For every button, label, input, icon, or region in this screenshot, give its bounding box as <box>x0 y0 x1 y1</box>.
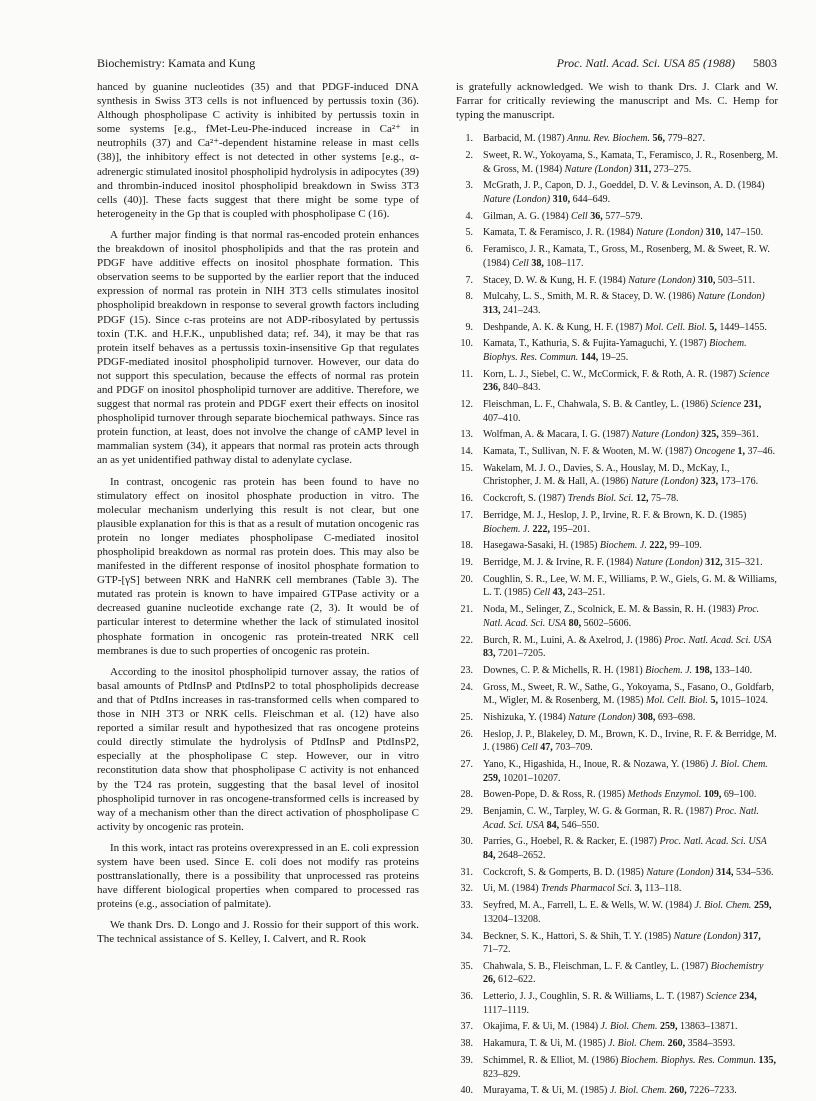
reference-item <box>456 226 778 240</box>
reference-pages: 407–410. <box>483 412 521 424</box>
reference-pages: 195–201. <box>552 523 590 535</box>
reference-pages: 2648–2652. <box>498 849 546 861</box>
reference-number: 18. <box>460 540 473 552</box>
reference-pages: 19–25. <box>600 351 629 363</box>
right-column <box>456 80 778 1101</box>
reference-journal: Science <box>738 368 770 380</box>
reference-journal: Biochem. Biophys. Res. Commun. <box>620 1055 757 1067</box>
reference-number: 6. <box>465 244 473 256</box>
reference-journal: Proc. Natl. Acad. Sci. USA <box>483 806 759 831</box>
reference-volume: 36, <box>590 210 603 222</box>
reference-authors: Wolfman, A. & Macara, I. G. (1987) <box>483 429 630 441</box>
reference-volume: 43, <box>552 587 566 599</box>
reference-volume: 308, <box>637 711 656 723</box>
reference-item <box>456 634 778 661</box>
reference-number: 8. <box>465 291 473 303</box>
reference-item <box>456 899 778 926</box>
reference-volume: 311, <box>634 163 652 175</box>
reference-pages: 273–275. <box>653 163 692 175</box>
reference-volume: 323, <box>700 476 719 488</box>
reference-item <box>456 1037 778 1051</box>
reference-pages: 612–622. <box>498 974 536 986</box>
reference-volume: 1, <box>737 446 745 458</box>
reference-volume: 222, <box>532 523 550 535</box>
reference-pages: 108–117. <box>546 257 584 269</box>
reference-number: 38. <box>460 1038 473 1050</box>
reference-authors: Kamata, T., Sullivan, N. F. & Wooten, M. W. (1987) <box>483 446 692 458</box>
reference-volume: 3, <box>634 883 643 895</box>
reference-number: 21. <box>460 604 473 616</box>
reference-item <box>456 210 778 224</box>
reference-volume: 5, <box>709 321 717 333</box>
reference-number: 23. <box>460 664 473 676</box>
reference-pages: 693–698. <box>657 711 696 723</box>
reference-number: 35. <box>460 960 473 972</box>
reference-pages: 173–176. <box>720 476 759 488</box>
journal-info <box>557 56 777 71</box>
reference-pages: 1117–1119. <box>483 1004 530 1016</box>
reference-authors: Seyfred, M. A., Farrell, L. E. & Wells, W. W. (1984) <box>483 900 692 912</box>
reference-authors: Murayama, T. & Ui, M. (1985) <box>483 1085 608 1097</box>
reference-journal: Proc. Natl. Acad. Sci. USA <box>664 634 772 646</box>
reference-authors: Kamata, T. & Feramisco, J. R. (1984) <box>483 227 634 239</box>
reference-volume: 310, <box>705 227 724 239</box>
reference-number: 20. <box>460 573 473 585</box>
reference-authors: Downes, C. P. & Michells, R. H. (1981) <box>483 664 643 676</box>
reference-item <box>456 758 778 785</box>
reference-journal: J. Biol. Chem. <box>694 900 752 912</box>
reference-volume: 47, <box>540 742 553 754</box>
reference-journal: Science <box>710 399 742 411</box>
reference-authors: Feramisco, J. R., Kamata, T., Gross, M., Rosenberg, M. & Sweet, R. W. (1984) <box>483 244 770 269</box>
reference-number: 26. <box>460 728 473 740</box>
reference-pages: 37–46. <box>747 446 775 458</box>
reference-volume: 198, <box>694 664 713 676</box>
reference-list <box>456 132 778 1098</box>
reference-journal: Nature (London) <box>564 163 632 175</box>
reference-volume: 83, <box>483 648 496 660</box>
reference-pages: 1449–1455. <box>719 321 767 333</box>
reference-item <box>456 539 778 553</box>
reference-number: 7. <box>465 274 473 286</box>
reference-authors: Gross, M., Sweet, R. W., Sathe, G., Yokoyama, S., Fasano, O., Goldfarb, M., Wigler, M. & Rosenberg, M. (1985) <box>483 681 774 707</box>
reference-authors: Letterio, J. J., Coughlin, S. R. & Williams, L. T. (1987) <box>483 991 704 1003</box>
reference-item <box>456 990 778 1017</box>
reference-item <box>456 243 778 270</box>
paragraph: A further major finding is that normal ras-encoded protein enhances the breakdown of inositol phospholipids and that the ras protein and PDGF have additive effects on inositol phosphate formation. This observation seems to be supported by the earlier report that the induced expression of normal ras protein in NIH 3T3 cells stimulates inositol phospholipid breakdown in response to several growth factors including PDGF (15). Since c-ras proteins are not ADP-ribosylated by pertussis toxin (T.K. and H.F.K., unpublished data; ref. 34), it may be that ras protein itself behaves as a pertussis toxin-insensitive Gp that regulates PDGF-mediated inositol phospholipid turnover. However, our data do not support this speculation, because the effects of normal ras protein and PDGF on inositol phospholipid turnover are additive. Therefore, we suggest that normal ras protein and PDGF exert their effects on inositol phospholipid turnover through separate biochemical pathways. Since ras protein function, at least, does not involve the change of cAMP level in mammalian system (34), it appears that normal ras protein acts through an as yet unidentified pathway distal to adenylate cyclase. <box>97 228 419 467</box>
reference-journal: J. Biol. Chem. <box>710 759 768 770</box>
reference-volume: 259, <box>659 1021 678 1033</box>
reference-volume: 144, <box>580 351 599 363</box>
reference-volume: 12, <box>635 493 649 505</box>
reference-number: 37. <box>460 1021 473 1033</box>
reference-pages: 13204–13208. <box>483 913 541 925</box>
reference-journal: Cell <box>533 587 551 599</box>
left-column <box>97 80 419 947</box>
reference-pages: 1015–1024. <box>720 695 768 707</box>
reference-authors: Berridge, M. J., Heslop, J. P., Irvine, R. F. & Brown, K. D. (1985) <box>483 510 747 522</box>
journal-citation: Proc. Natl. Acad. Sci. USA 85 (1988) <box>556 56 735 70</box>
reference-pages: 703–709. <box>555 742 593 754</box>
reference-pages: 823–829. <box>483 1068 521 1080</box>
reference-item <box>456 462 778 489</box>
paragraph: In contrast, oncogenic ras protein has been found to have no stimulatory effect on inositol phosphate production in vitro. The molecular mechanism underlying this result is not clear, but one plausible explanation for this is that as a result of mutation oncogenic ras protein no longer mediates phospholipase C-mediated inositol phospholipid breakdown as normal ras protein does. This may also be manifested in the different response of inositol phosphate formation to GTP-[γS] between NRK and HaNRK cell membranes (Table 3). The mutated ras protein is known to have impaired GTPase activity or a decreased guanine nucleotide exchange rate (2, 3). It would be of particular interest to determine whether the lack of stimulated inositol phosphate formation in oncogenic ras protein-treated NRK cell membranes is due to such properties of oncogenic ras protein. <box>97 475 419 657</box>
reference-journal: Nature (London) <box>635 557 703 569</box>
reference-number: 30. <box>460 836 473 848</box>
reference-number: 3. <box>465 180 473 192</box>
reference-item <box>456 509 778 536</box>
reference-item <box>456 603 778 630</box>
reference-journal: Proc. Natl. Acad. Sci. USA <box>483 604 760 629</box>
reference-pages: 113–118. <box>644 883 682 895</box>
reference-journal: Mol. Cell. Biol. <box>645 695 708 707</box>
reference-journal: Biochem. J. <box>599 540 647 552</box>
reference-journal: Biochem. J. <box>483 523 530 535</box>
reference-item <box>456 805 778 832</box>
reference-volume: 5, <box>710 695 718 707</box>
page-number: 5803 <box>753 56 777 70</box>
reference-item <box>456 290 778 317</box>
reference-volume: 231, <box>743 399 762 411</box>
reference-volume: 109, <box>703 789 722 801</box>
reference-pages: 359–361. <box>721 429 759 441</box>
reference-pages: 71–72. <box>483 944 511 956</box>
reference-volume: 259, <box>753 900 772 912</box>
reference-pages: 147–150. <box>725 227 764 239</box>
reference-number: 16. <box>460 493 473 505</box>
reference-journal: Biochem. J. <box>645 664 693 676</box>
reference-authors: Okajima, F. & Ui, M. (1984) <box>483 1021 599 1033</box>
reference-authors: Chahwala, S. B., Fleischman, L. F. & Cantley, L. (1987) <box>483 960 709 972</box>
reference-number: 12. <box>460 399 473 411</box>
paragraph: In this work, intact ras proteins overexpressed in an E. coli expression system have been used. Since E. coli does not modify ras proteins posttranslationally, there is a possibility that unprocessed ras proteins have different biological properties when compared to processed ras proteins (e.g., association of palmitate). <box>97 841 419 911</box>
reference-volume: 260, <box>667 1038 686 1050</box>
reference-pages: 5602–5606. <box>583 617 632 629</box>
reference-number: 27. <box>460 759 473 770</box>
reference-authors: Burch, R. M., Luini, A. & Axelrod, J. (1986) <box>483 634 662 646</box>
reference-number: 13. <box>460 429 473 441</box>
reference-pages: 503–511. <box>717 274 755 286</box>
reference-item <box>456 428 778 442</box>
reference-journal: Oncogene <box>694 446 735 458</box>
reference-number: 19. <box>460 557 473 569</box>
reference-volume: 259, <box>483 772 501 784</box>
reference-item <box>456 132 778 146</box>
paragraph: hanced by guanine nucleotides (35) and that PDGF-induced DNA synthesis in Swiss 3T3 cells is not influenced by pertussis toxin (36). Although phospholipase C activity is inhibited by pertussis toxin in some systems [e.g., fMet-Leu-Phe-induced increase in Ca²⁺ in neutrophils (37) and Ca²⁺-dependent histamine release in mast cells (38)], the inhibitory effect is not detected in other systems [e.g., α-adrenergic stimulated inositol phospholipid hydrolysis in adipocytes (39) and thrombin-induced inositol phospholipid breakdown in Swiss 3T3 cells (40)]. These facts suggest that there might be some type of heterogeneity in the Gp that is coupled with phospholipase C (16). <box>97 81 419 220</box>
reference-item <box>456 492 778 506</box>
reference-item <box>456 337 778 364</box>
reference-authors: Schimmel, R. & Elliot, M. (1986) <box>483 1055 619 1067</box>
reference-volume: 84, <box>546 819 560 831</box>
reference-journal: Nature (London) <box>628 274 696 286</box>
reference-item <box>456 149 778 176</box>
reference-authors: Barbacid, M. (1987) <box>483 133 565 145</box>
reference-number: 9. <box>465 321 473 333</box>
reference-journal: Nature (London) <box>630 476 699 488</box>
reference-number: 36. <box>460 991 473 1003</box>
reference-item <box>456 835 778 862</box>
reference-number: 17. <box>460 510 473 522</box>
reference-authors: Stacey, D. W. & Kung, H. F. (1984) <box>483 274 626 286</box>
reference-volume: 26, <box>483 974 496 986</box>
reference-journal: Nature (London) <box>631 429 699 441</box>
reference-authors: Kamata, T., Kathuria, S. & Fujita-Yamaguchi, Y. (1987) <box>483 338 707 350</box>
reference-journal: Annu. Rev. Biochem. <box>567 133 650 145</box>
reference-item <box>456 445 778 459</box>
reference-volume: 222, <box>649 540 667 552</box>
reference-authors: Noda, M., Selinger, Z., Scolnick, E. M. & Bassin, R. H. (1983) <box>483 604 736 616</box>
reference-item <box>456 1054 778 1081</box>
reference-authors: Benjamin, C. W., Tarpley, W. G. & Gorman, R. R. (1987) <box>483 806 713 818</box>
reference-journal: Mol. Cell. Biol. <box>644 321 707 333</box>
reference-volume: 236, <box>483 382 501 394</box>
reference-pages: 99–109. <box>669 540 702 552</box>
reference-item <box>456 573 778 600</box>
reference-journal: J. Biol. Chem. <box>609 1085 667 1097</box>
reference-volume: 80, <box>568 617 582 629</box>
reference-number: 28. <box>460 789 473 801</box>
reference-journal: J. Biol. Chem. <box>608 1038 666 1050</box>
reference-authors: Mulcahy, L. S., Smith, M. R. & Stacey, D. W. (1986) <box>483 291 696 303</box>
reference-pages: 3584–3593. <box>687 1038 736 1050</box>
reference-item <box>456 866 778 880</box>
reference-authors: Fleischman, L. F., Chahwala, S. B. & Cantley, L. (1986) <box>483 399 709 411</box>
reference-volume: 325, <box>701 429 719 441</box>
reference-pages: 13863–13871. <box>679 1021 738 1033</box>
page-header <box>97 56 777 74</box>
reference-journal: Nature (London) <box>646 866 714 878</box>
reference-journal: Trends Biol. Sci. <box>567 493 634 505</box>
reference-item <box>456 882 778 896</box>
reference-authors: Wakelam, M. J. O., Davies, S. A., Houslay, M. D., McKay, I., Christopher, J. M. & Hall, A. (1986) <box>483 462 730 488</box>
reference-authors: Nishizuka, Y. (1984) <box>483 711 566 723</box>
reference-volume: 234, <box>739 991 757 1003</box>
reference-volume: 317, <box>743 930 761 942</box>
reference-number: 15. <box>460 462 473 474</box>
reference-number: 34. <box>460 930 473 942</box>
reference-number: 1. <box>465 133 473 145</box>
reference-volume: 314, <box>715 866 734 878</box>
reference-authors: Berridge, M. J. & Irvine, R. F. (1984) <box>483 557 634 569</box>
reference-item <box>456 274 778 288</box>
reference-number: 2. <box>465 150 473 162</box>
reference-number: 32. <box>460 883 473 895</box>
reference-authors: Korn, L. J., Siebel, C. W., McCormick, F. & Roth, A. R. (1987) <box>483 368 737 380</box>
reference-volume: 312, <box>705 557 723 569</box>
reference-journal: Trends Pharmacol Sci. <box>541 883 633 895</box>
reference-volume: 84, <box>483 849 496 861</box>
reference-pages: 315–321. <box>725 557 763 569</box>
reference-item <box>456 321 778 335</box>
reference-item <box>456 681 778 708</box>
reference-pages: 75–78. <box>650 493 679 505</box>
reference-number: 4. <box>465 210 473 222</box>
reference-item <box>456 788 778 802</box>
reference-authors: Beckner, S. K., Hattori, S. & Shih, T. Y. (1985) <box>483 930 672 942</box>
reference-pages: 644–649. <box>572 193 611 205</box>
reference-journal: Cell <box>571 210 588 222</box>
reference-journal: Proc. Natl. Acad. Sci. USA <box>659 836 767 848</box>
reference-number: 10. <box>460 338 473 350</box>
acknowledgments-continued: is gratefully acknowledged. We wish to thank Drs. J. Clark and W. Farrar for critically reviewing the manuscript and Ms. C. Hemp for typing the manuscript. <box>456 81 778 122</box>
reference-authors: Heslop, J. P., Blakeley, D. M., Brown, K. D., Irvine, R. F. & Berridge, M. J. (1986) <box>483 728 777 754</box>
reference-item <box>456 930 778 957</box>
reference-journal: Science <box>706 991 737 1003</box>
reference-item <box>456 1084 778 1098</box>
reference-volume: 313, <box>483 304 501 316</box>
acknowledgments: We thank Drs. D. Longo and J. Rossio for their support of this work. The technical assistance of S. Kelley, I. Calvert, and R. Rook <box>97 919 419 946</box>
reference-item <box>456 556 778 570</box>
reference-pages: 7201–7205. <box>498 648 546 660</box>
reference-pages: 69–100. <box>723 789 757 801</box>
reference-journal: Biochemistry <box>710 960 764 972</box>
running-head: Biochemistry: Kamata and Kung <box>97 56 256 70</box>
reference-authors: Bowen-Pope, D. & Ross, R. (1985) <box>483 789 625 801</box>
reference-item <box>456 960 778 987</box>
reference-number: 40. <box>460 1085 473 1097</box>
reference-item <box>456 398 778 425</box>
reference-item <box>456 664 778 678</box>
reference-authors: Gilman, A. G. (1984) <box>483 210 569 222</box>
reference-number: 5. <box>465 227 473 239</box>
reference-item <box>456 711 778 725</box>
reference-pages: 241–243. <box>503 304 541 316</box>
reference-pages: 10201–10207. <box>503 772 561 784</box>
reference-journal: Nature (London) <box>673 930 741 942</box>
reference-authors: Hakamura, T. & Ui, M. (1985) <box>483 1038 606 1050</box>
reference-journal: Methods Enzymol. <box>627 789 702 801</box>
reference-authors: Yano, K., Higashida, H., Inoue, R. & Nozawa, Y. (1986) <box>483 759 709 770</box>
reference-number: 29. <box>460 806 473 818</box>
reference-journal: Cell <box>521 742 538 754</box>
reference-pages: 779–827. <box>667 133 705 145</box>
reference-authors: Cockcroft, S. & Gomperts, B. D. (1985) <box>483 866 644 878</box>
reference-volume: 310, <box>552 193 571 205</box>
reference-journal: Cell <box>512 257 529 269</box>
reference-volume: 38, <box>531 257 544 269</box>
reference-volume: 310, <box>697 274 716 286</box>
reference-authors: Cockcroft, S. (1987) <box>483 493 566 505</box>
reference-number: 31. <box>460 866 473 878</box>
reference-journal: Nature (London) <box>483 193 551 205</box>
reference-authors: Deshpande, A. K. & Kung, H. F. (1987) <box>483 321 643 333</box>
reference-pages: 577–579. <box>605 210 643 222</box>
reference-journal: Biochem. Biophys. Res. Commun. <box>483 338 747 363</box>
reference-number: 22. <box>460 634 473 646</box>
reference-volume: 135, <box>758 1055 777 1067</box>
reference-pages: 133–140. <box>714 664 753 676</box>
reference-number: 11. <box>460 368 473 380</box>
reference-item <box>456 179 778 206</box>
reference-item <box>456 728 778 755</box>
reference-number: 33. <box>460 900 473 912</box>
reference-authors: McGrath, J. P., Capon, D. J., Goeddel, D. V. & Levinson, A. D. (1984) <box>483 180 765 192</box>
reference-number: 39. <box>460 1055 473 1067</box>
reference-pages: 534–536. <box>735 866 774 878</box>
reference-item <box>456 1020 778 1034</box>
reference-item <box>456 368 778 395</box>
reference-volume: 260, <box>669 1085 687 1097</box>
paragraph: According to the inositol phospholipid turnover assay, the ratios of basal amounts of PtdInsP and PtdInsP2 to total phospholipids decrease and that of PtdIns increases in ras-transformed cells when compared to those in NIH 3T3 or NRK cells. Fleischman et al. (12) have also reported a similar result and hypothesized that ras oncogene proteins could directly stimulate the hydrolysis of PtdInsP and PtdInsP2, especially at the phospholipase C step. However, our in vitro reconstitution data show that phospholipase C activity is not enhanced by the T24 ras protein, suggesting that the basal level of inositol phospholipid turnover in ras oncogene-transformed cells is increased by way of a mechanism other than the direct activation of phospholipase C activity by oncogenic ras protein. <box>97 665 419 833</box>
reference-authors: Parries, G., Hoebel, R. & Racker, E. (1987) <box>483 836 657 848</box>
reference-authors: Hasegawa-Sasaki, H. (1985) <box>483 540 598 552</box>
reference-number: 25. <box>460 711 473 723</box>
reference-authors: Sweet, R. W., Yokoyama, S., Kamata, T., Feramisco, J. R., Rosenberg, M. & Gross, M. (1984) <box>483 150 778 175</box>
reference-pages: 243–251. <box>567 587 606 599</box>
reference-number: 24. <box>460 681 473 693</box>
reference-number: 14. <box>460 446 473 458</box>
reference-journal: Nature (London) <box>635 227 704 239</box>
reference-pages: 7226–7233. <box>689 1085 737 1097</box>
reference-volume: 56, <box>652 133 665 145</box>
reference-journal: J. Biol. Chem. <box>600 1021 658 1033</box>
reference-journal: Nature (London) <box>568 711 636 723</box>
reference-authors: Coughlin, S. R., Lee, W. M. F., Williams, P. W., Giels, G. M. & Williams, L. T. (1985) <box>483 573 777 599</box>
reference-authors: Ui, M. (1984) <box>483 883 539 895</box>
reference-pages: 840–843. <box>503 382 541 394</box>
reference-pages: 546–550. <box>561 819 600 831</box>
reference-journal: Nature (London) <box>697 291 765 303</box>
